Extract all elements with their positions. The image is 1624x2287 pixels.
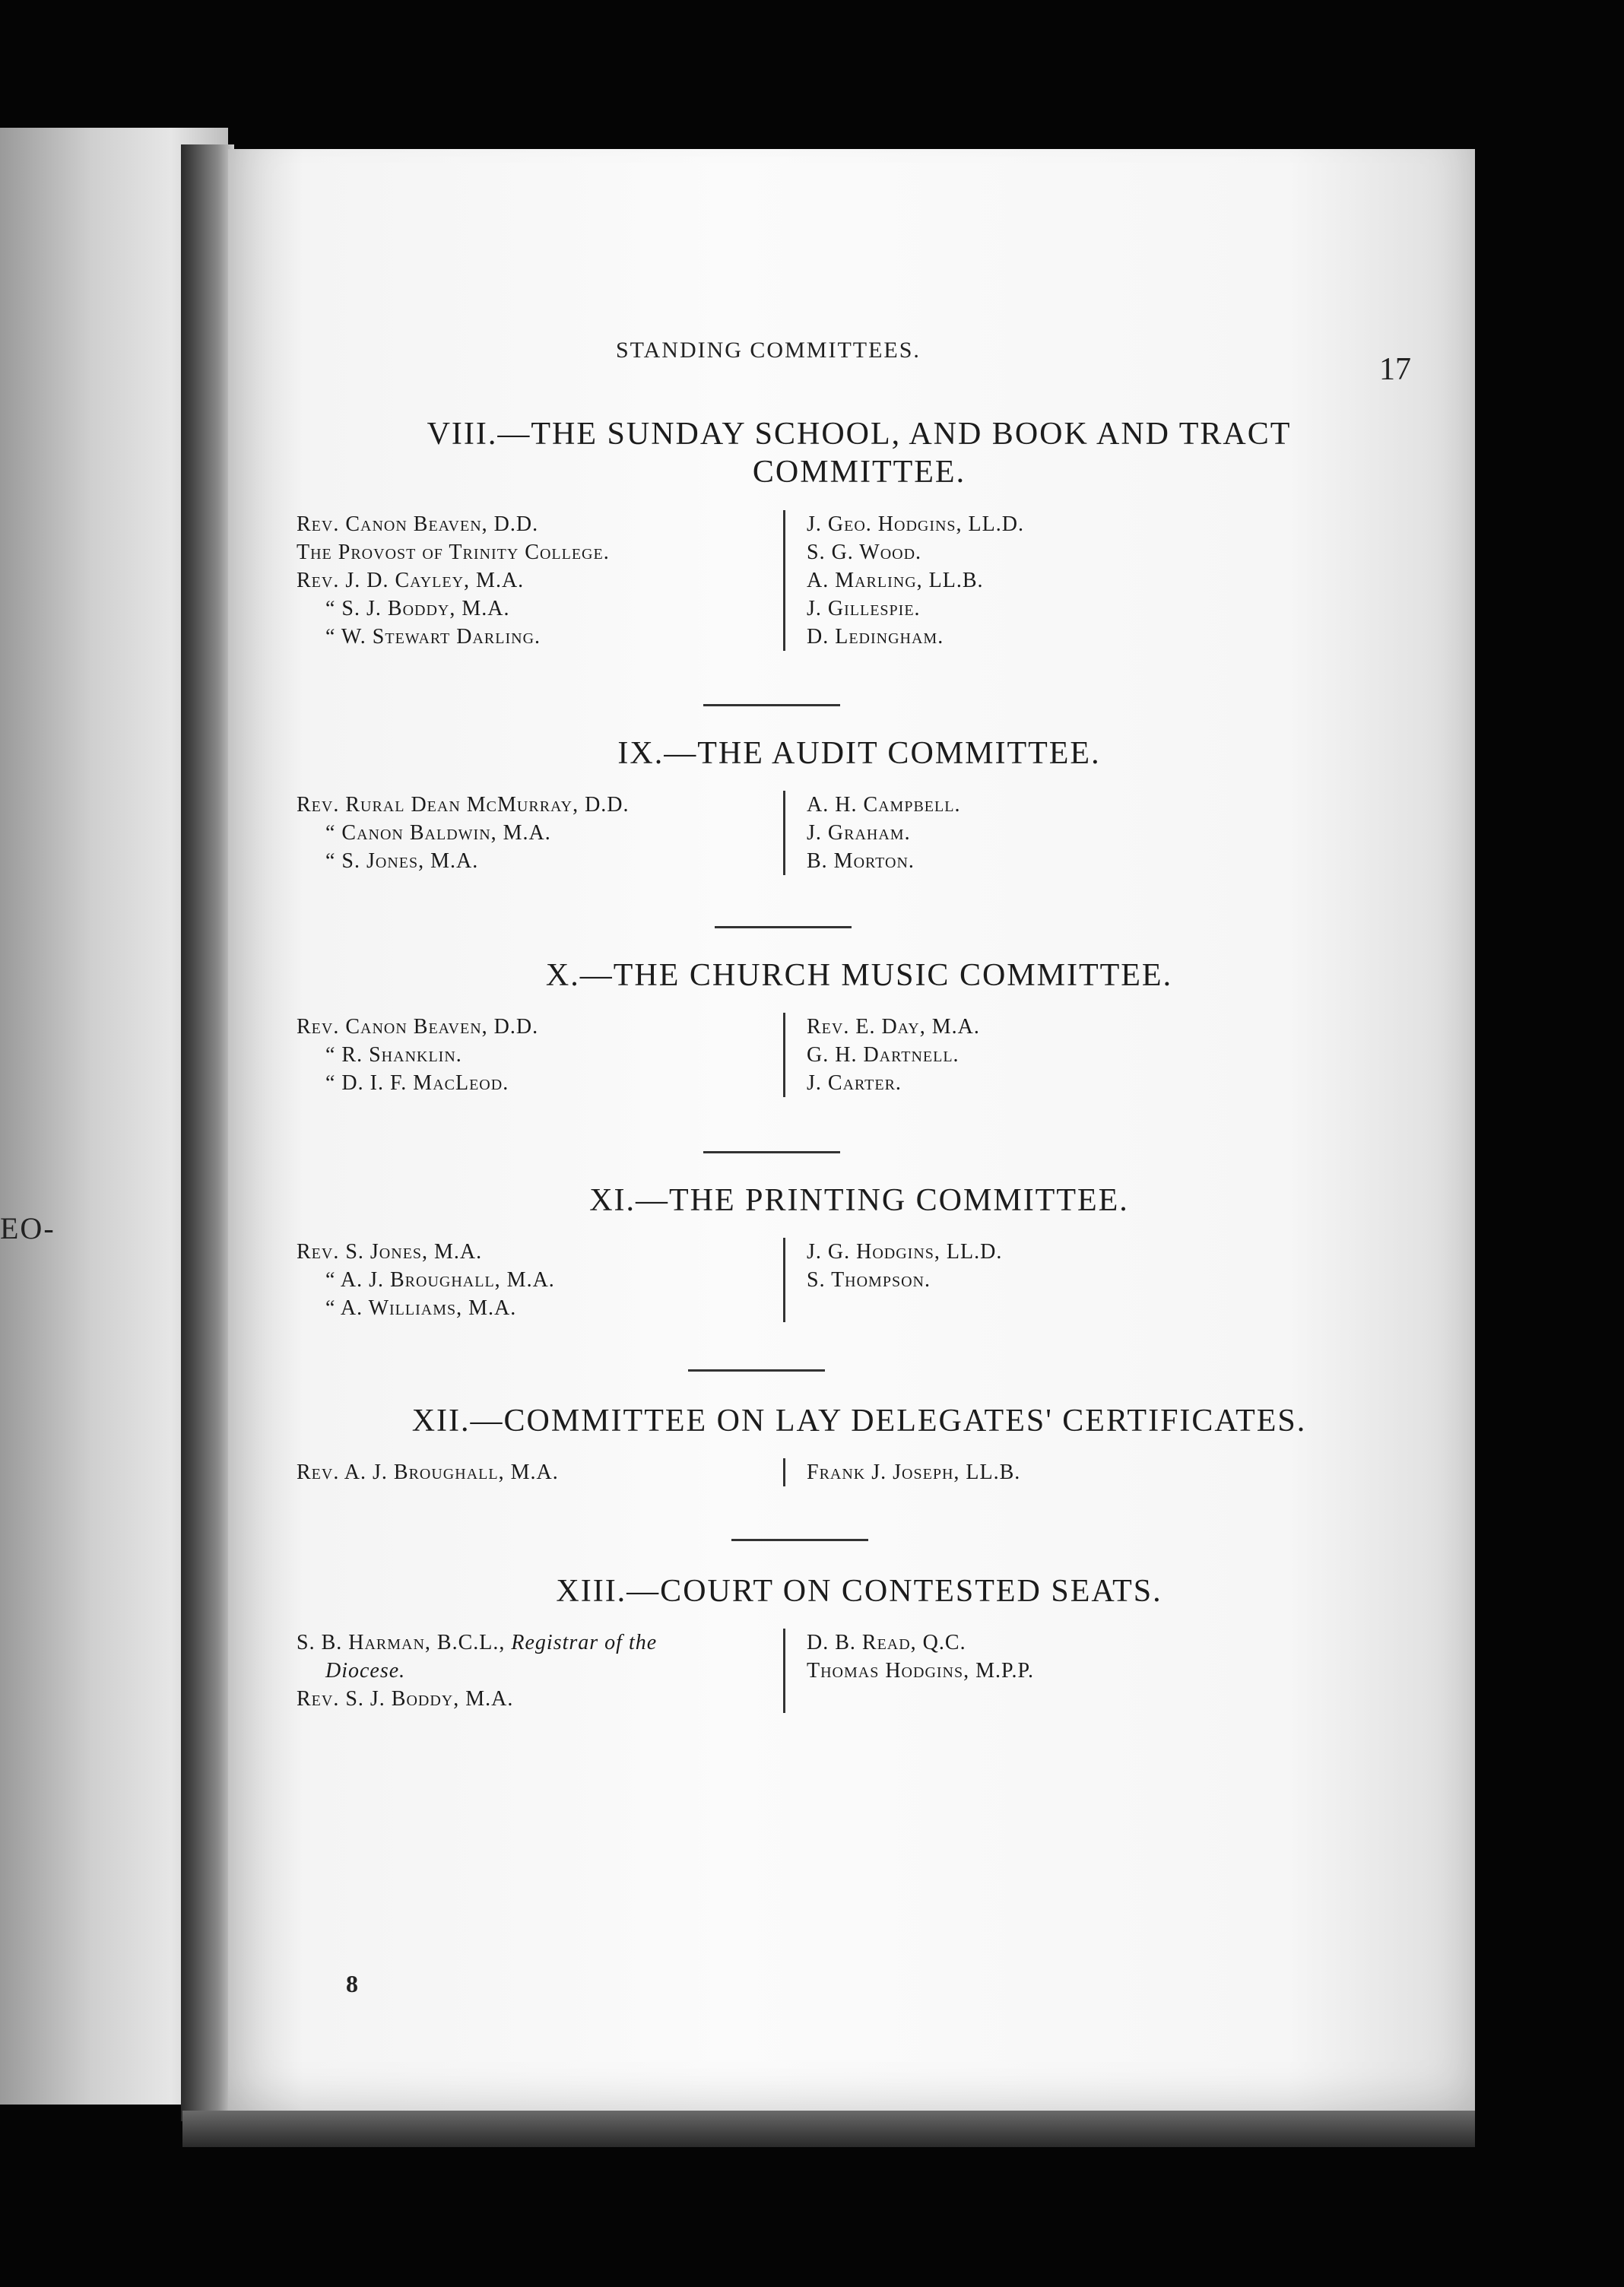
- member: G. H. Dartnell.: [807, 1043, 959, 1067]
- page: [228, 149, 1475, 2136]
- divider-rule: [703, 1151, 840, 1153]
- member: Rev. J. D. Cayley, M.A.: [297, 568, 525, 592]
- right-column: [783, 1629, 1034, 1713]
- member: B. Morton.: [807, 849, 915, 874]
- member: “ A. J. Broughall, M.A.: [325, 1268, 555, 1293]
- member: Rev. S. J. Boddy, M.A.: [297, 1687, 514, 1711]
- member: S. G. Wood.: [807, 540, 922, 564]
- divider-rule: [688, 1369, 825, 1372]
- right-column: [783, 1238, 1002, 1322]
- section-viii: [289, 415, 1429, 651]
- member: “ D. I. F. MacLeod.: [325, 1071, 509, 1096]
- left-column: [289, 791, 783, 875]
- divider-rule: [715, 926, 852, 928]
- member: J. Carter.: [807, 1071, 902, 1096]
- member-name: S. B. Harman, B.C.L.,: [297, 1631, 506, 1655]
- right-column: [783, 1013, 980, 1097]
- member: Rev. Canon Beaven, D.D.: [297, 512, 539, 536]
- section-x: [289, 956, 1429, 1097]
- section-title: IX.—THE AUDIT COMMITTEE.: [617, 736, 1101, 771]
- member: “ R. Shanklin.: [325, 1043, 462, 1067]
- member: Rev. Rural Dean McMurray, D.D.: [297, 793, 630, 817]
- member: Rev. A. J. Broughall, M.A.: [297, 1461, 559, 1485]
- left-column: [289, 510, 783, 651]
- section-title: X.—THE CHURCH MUSIC COMMITTEE.: [545, 958, 1173, 993]
- running-head: STANDING COMMITTEES.: [616, 338, 921, 363]
- member: The Provost of Trinity College.: [297, 540, 610, 564]
- left-column: [289, 1013, 783, 1097]
- section-title: XIII.—COURT ON CONTESTED SEATS.: [556, 1574, 1162, 1609]
- member: Frank J. Joseph, LL.B.: [807, 1461, 1021, 1485]
- member: J. Geo. Hodgins, LL.D.: [807, 512, 1024, 536]
- book-gutter: [181, 144, 234, 2121]
- member: D. B. Read, Q.C.: [807, 1631, 966, 1655]
- left-column: [289, 1629, 783, 1713]
- member: J. Gillespie.: [807, 596, 921, 620]
- member: J. Graham.: [807, 821, 911, 845]
- section-title: VIII.—THE SUNDAY SCHOOL, AND BOOK AND TRACT COMMITTEE.: [427, 417, 1292, 490]
- member: “ W. Stewart Darling.: [325, 624, 541, 649]
- page-number: 17: [1379, 352, 1411, 387]
- right-column: [783, 791, 960, 875]
- right-column: [783, 510, 1024, 651]
- member-continued: [297, 1657, 783, 1685]
- member: S. Thompson.: [807, 1268, 931, 1293]
- section-title: XI.—THE PRINTING COMMITTEE.: [589, 1183, 1129, 1218]
- member: D. Ledingham.: [807, 624, 944, 649]
- left-column: [289, 1238, 783, 1322]
- member: “ S. J. Boddy, M.A.: [325, 596, 510, 620]
- member: A. Marling, LL.B.: [807, 568, 984, 592]
- member: Rev. E. Day, M.A.: [807, 1015, 980, 1039]
- divider-rule: [731, 1539, 868, 1541]
- section-ix: [289, 734, 1429, 875]
- member: Rev. S. Jones, M.A.: [297, 1240, 483, 1264]
- left-column: [289, 1458, 783, 1486]
- member: J. G. Hodgins, LL.D.: [807, 1240, 1003, 1264]
- page-bottom-edge: [182, 2111, 1475, 2147]
- member: “ A. Williams, M.A.: [325, 1296, 517, 1321]
- member: Thomas Hodgins, M.P.P.: [807, 1659, 1034, 1683]
- section-xiii: [289, 1572, 1429, 1713]
- section-xii: [289, 1402, 1429, 1486]
- divider-rule: [703, 704, 840, 706]
- member: Rev. Canon Beaven, D.D.: [297, 1015, 539, 1039]
- member-title-cont: Diocese.: [325, 1659, 406, 1683]
- member: “ Canon Baldwin, M.A.: [325, 821, 551, 845]
- member-title: Registrar of the: [511, 1631, 658, 1655]
- left-page-fragment: EO-: [0, 1211, 56, 1245]
- section-xi: [289, 1182, 1429, 1322]
- member: “ S. Jones, M.A.: [325, 849, 479, 874]
- signature-mark: 8: [346, 1970, 358, 1997]
- member: [297, 1629, 783, 1657]
- member: A. H. Campbell.: [807, 793, 961, 817]
- section-title: XII.—COMMITTEE ON LAY DELEGATES' CERTIFICATES.: [411, 1404, 1307, 1438]
- right-column: [783, 1458, 1020, 1486]
